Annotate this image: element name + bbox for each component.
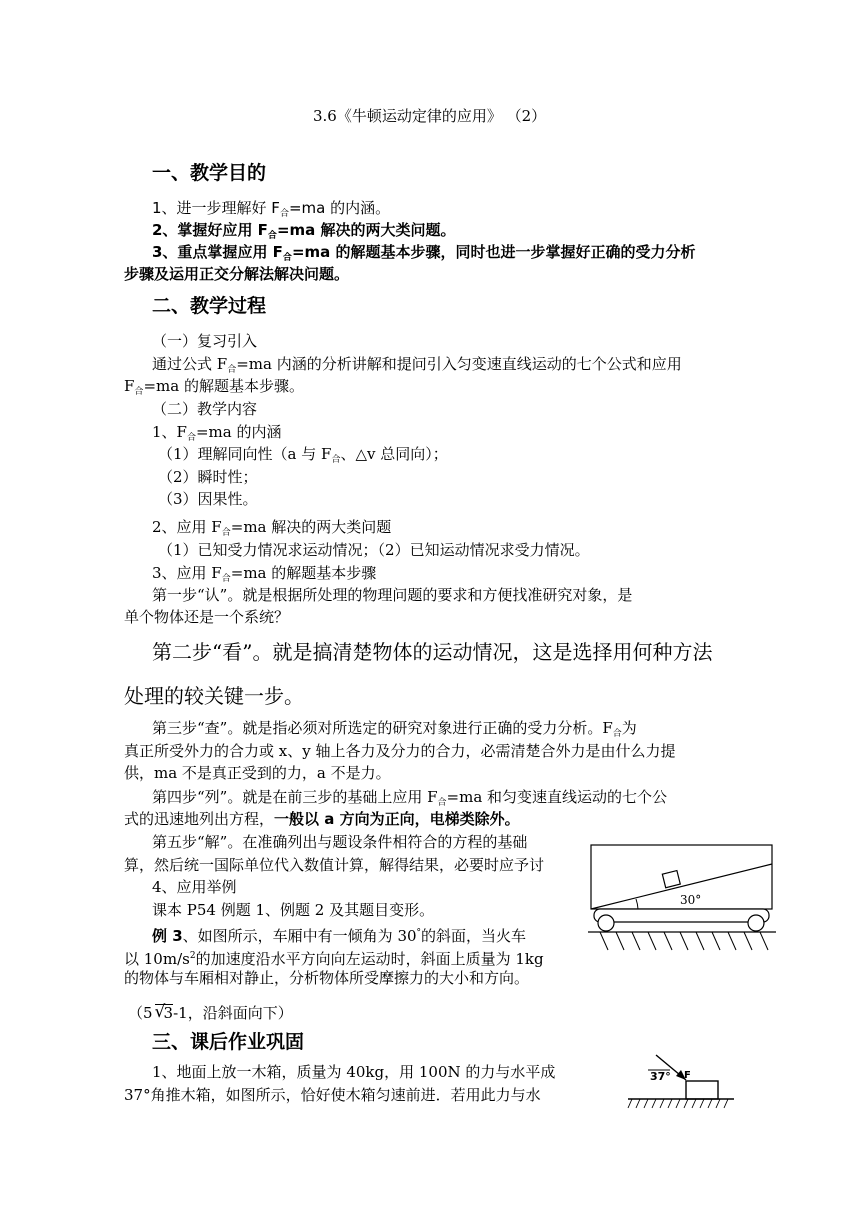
content-item-1c: （3）因果性。 <box>158 490 258 508</box>
step5-line-2: 算，然后统一国际单位代入数值计算，解得结果，必要时应予讨 <box>124 856 545 874</box>
step4-emphasis: 一般以 a 方向为正向，电梯类除外。 <box>274 810 520 828</box>
angle-37-label: 37° <box>650 1070 671 1083</box>
review-line-1: 通过公式 $F_合=ma$ 内涵的分析讲解和提问引入匀变速直线运动的七个公式和应用 <box>152 355 682 375</box>
figure-train-incline <box>588 843 778 955</box>
example3-line-2: 以 $10m/s^2$的加速度沿水平方向向左运动时，斜面上质量为 1kg <box>124 950 544 968</box>
homework1-line-1: 1、地面上放一木箱，质量为 40kg，用 100N 的力与水平成 <box>152 1063 556 1081</box>
wheel-right <box>748 915 764 931</box>
section-heading-goals: 一、教学目的 <box>152 162 267 184</box>
force-f-label: F <box>684 1070 691 1081</box>
homework1-line-2: 37°角推木箱，如图所示，恰好使木箱匀速前进．若用此力与水 <box>124 1086 541 1104</box>
content-item-3: 3、应用 $F_合=ma$ 的解题基本步骤 <box>152 564 377 584</box>
step3-line-2: 真正所受外力的合力或 x、y 轴上各力及分力的合力，必需清楚合外力是由什么力提 <box>124 742 676 760</box>
section-heading-homework: 三、课后作业巩固 <box>152 1031 305 1053</box>
goal-item-3: 3、重点掌握应用 $F_合=ma$ 的解题基本步骤，同时也进一步掌握好正确的受力分析 <box>152 243 696 263</box>
step2-line-2: 处理的较关键一步。 <box>124 684 304 708</box>
document-title: 3.6《牛顿运动定律的应用》 （2） <box>313 107 547 125</box>
step3-line-3: 供，ma 不是真正受到的力，a 不是力。 <box>124 764 391 782</box>
step1-line-2: 单个物体还是一个系统？ <box>124 608 290 626</box>
block-on-incline <box>662 871 680 888</box>
wooden-box <box>686 1081 718 1099</box>
carriage-base <box>594 909 769 922</box>
step1-line-1: 第一步“认”。就是根据所处理的物理问题的要求和方便找准研究对象，是 <box>152 586 633 604</box>
example3-line-3: 的物体与车厢相对静止，分析物体所受摩擦力的大小和方向。 <box>124 969 530 987</box>
angle-label: 30° <box>680 893 702 907</box>
content-item-1b: （2）瞬时性； <box>158 468 258 486</box>
review-title: （一）复习引入 <box>152 332 258 350</box>
step4-line-1: 第四步“列”。就是在前三步的基础上应用 $F_合=ma$ 和匀变速直线运动的七个公 <box>152 788 668 808</box>
content-item-2a: （1）已知受力情况求运动情况；（2）已知运动情况求受力情况。 <box>158 541 590 559</box>
step4-line-2: 式的迅速地列出方程，一般以 a 方向为正向，电梯类除外。 <box>124 810 520 828</box>
goal-item-1: 1、进一步理解好 $F_合=ma$ 的内涵。 <box>152 199 391 219</box>
ground-hatch <box>600 932 768 950</box>
sqrt-sign: √ 3 <box>154 1002 174 1022</box>
floor-hatch <box>628 1099 728 1108</box>
step5-line-1: 第五步“解”。在准确列出与题设条件相符合的方程的基础 <box>152 833 528 851</box>
goal-item-3-continued: 步骤及运用正交分解法解决问题。 <box>124 265 350 283</box>
content-item-1a: （1）理解同向性（a 与 $F_合$、△v 总同向）； <box>158 445 448 465</box>
review-line-2: $F_合=ma$ 的解题基本步骤。 <box>124 377 304 397</box>
example3-answer: （5 √ 3-1，沿斜面向下） <box>128 1002 293 1022</box>
content-item-4: 4、应用举例 <box>152 878 237 896</box>
goal-item-2: 2、掌握好应用 $F_合=ma$ 解决的两大类问题。 <box>152 221 456 241</box>
section-heading-process: 二、教学过程 <box>152 295 267 317</box>
step2-line-1: 第二步“看”。就是搞清楚物体的运动情况，这是选择用何种方法 <box>152 640 713 664</box>
figure-box-push <box>626 1050 736 1112</box>
content-item-1: 1、$F_合=ma$ 的内涵 <box>152 423 282 443</box>
example3-line-1: 例 3、如图所示，车厢中有一倾角为 30°的斜面，当火车 <box>152 927 527 945</box>
step3-line-1: 第三步“查”。就是指必须对所选定的研究对象进行正确的受力分析。$F_合$为 <box>152 719 637 739</box>
textbook-reference: 课本 P54 例题 1、例题 2 及其题目变形。 <box>152 901 435 919</box>
wheel-left <box>598 915 614 931</box>
content-item-2: 2、应用 $F_合=ma$ 解决的两大类问题 <box>152 518 392 538</box>
content-title: （二）教学内容 <box>152 400 258 418</box>
